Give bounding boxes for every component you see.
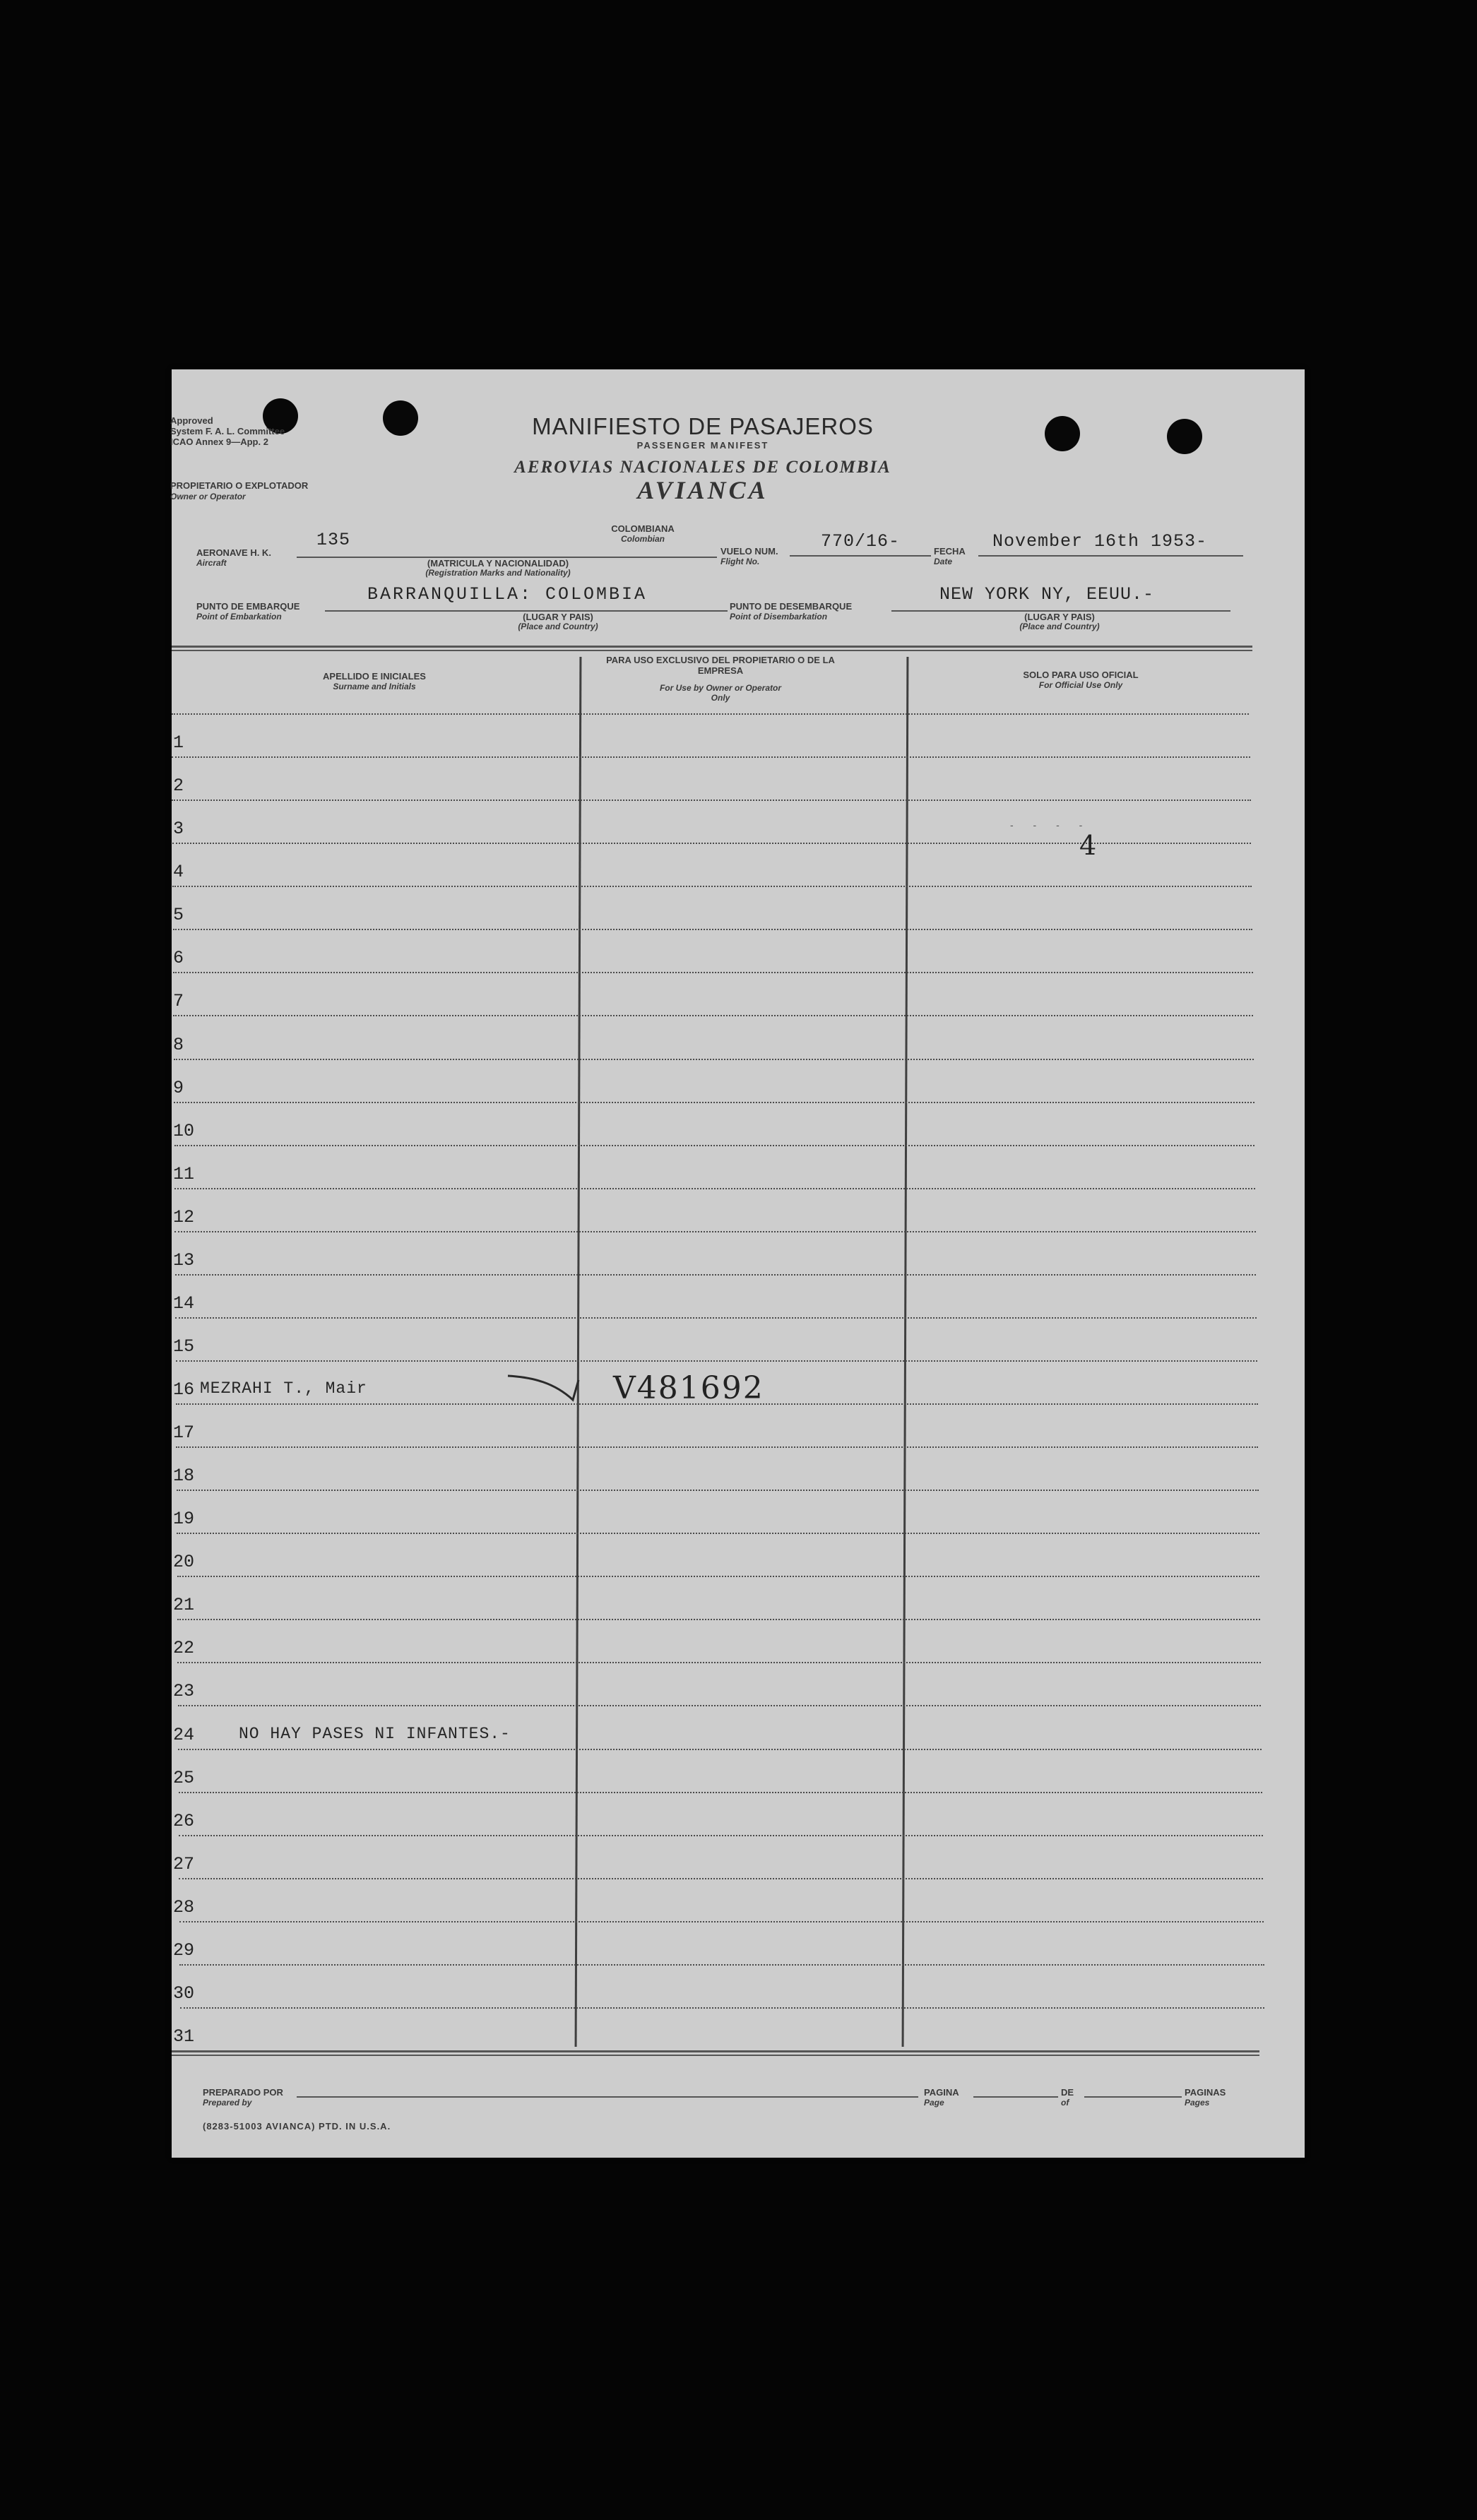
row-rule bbox=[174, 1145, 1255, 1146]
row-rule bbox=[180, 2007, 1265, 2009]
row-number: 29 bbox=[173, 1939, 195, 1961]
embarkation-label: PUNTO DE EMBARQUE bbox=[196, 601, 300, 612]
row-rule bbox=[172, 800, 1250, 801]
row-rule bbox=[177, 1533, 1259, 1534]
date-underline bbox=[978, 555, 1243, 557]
owner-label-en: Owner or Operator bbox=[170, 492, 246, 501]
page-line bbox=[973, 2096, 1058, 2098]
owner-value-row-16: V481692 bbox=[613, 1370, 764, 1406]
embarkation-sub-label: (LUGAR Y PAIS) bbox=[523, 612, 593, 622]
row-number: 27 bbox=[173, 1853, 195, 1874]
flight-label: VUELO NUM. bbox=[720, 546, 778, 557]
flight-underline bbox=[790, 555, 931, 557]
disembarkation-sub-label-en: (Place and Country) bbox=[1019, 622, 1100, 631]
row-number: 1 bbox=[173, 732, 184, 754]
approval-line-1: Approved bbox=[170, 415, 213, 426]
row-rule bbox=[177, 1619, 1260, 1620]
row-number: 20 bbox=[173, 1552, 195, 1573]
disembarkation-label: PUNTO DE DESEMBARQUE bbox=[730, 601, 853, 612]
disembarkation-value: NEW YORK NY, EEUU.- bbox=[939, 584, 1155, 605]
row-rule bbox=[177, 1662, 1260, 1663]
punch-hole bbox=[1045, 416, 1080, 451]
disembarkation-label-en: Point of Disembarkation bbox=[730, 612, 828, 622]
row-number: 7 bbox=[173, 991, 184, 1012]
row-number: 14 bbox=[173, 1292, 195, 1314]
form-subtitle: PASSENGER MANIFEST bbox=[636, 440, 769, 451]
row-number: 5 bbox=[173, 905, 184, 926]
row-number: 15 bbox=[173, 1336, 195, 1357]
row-number: 18 bbox=[173, 1466, 195, 1487]
passenger-name: MEZRAHI T., Mair bbox=[200, 1379, 367, 1398]
row-number: 21 bbox=[173, 1595, 195, 1616]
page-label-en: Page bbox=[924, 2098, 944, 2108]
row-number: 8 bbox=[173, 1034, 184, 1055]
flight-value: 770/16- bbox=[821, 531, 901, 552]
row-number: 23 bbox=[173, 1681, 195, 1702]
row-rule bbox=[179, 1792, 1262, 1793]
table-bottom-rule bbox=[172, 2055, 1259, 2056]
manifest-form bbox=[172, 369, 1305, 2158]
row-rule bbox=[179, 1835, 1263, 1836]
row-rule bbox=[173, 972, 1253, 973]
row-number: 9 bbox=[173, 1077, 184, 1098]
flight-label-en: Flight No. bbox=[720, 557, 760, 566]
table-top-rule bbox=[172, 646, 1252, 648]
aircraft-sub-label-en: (Registration Marks and Nationality) bbox=[425, 568, 571, 578]
airline-name: AEROVIAS NACIONALES DE COLOMBIA bbox=[514, 458, 891, 477]
passenger-name: NO HAY PASES NI INFANTES.- bbox=[239, 1724, 511, 1743]
row-rule bbox=[172, 756, 1250, 758]
aircraft-value: 135 bbox=[316, 530, 351, 550]
of-label: DE bbox=[1061, 2087, 1074, 2098]
column-header-official-en: For Official Use Only bbox=[1038, 680, 1123, 690]
nationality-label: COLOMBIANA bbox=[611, 523, 675, 534]
embarkation-label-en: Point of Embarkation bbox=[196, 612, 282, 622]
row-rule bbox=[179, 1921, 1264, 1922]
row-number: 11 bbox=[173, 1163, 195, 1184]
page-label: PAGINA bbox=[924, 2087, 959, 2098]
row-rule bbox=[174, 1188, 1255, 1189]
row-number: 31 bbox=[173, 2026, 195, 2047]
row-number: 3 bbox=[173, 819, 184, 840]
row-number: 19 bbox=[173, 1509, 195, 1530]
row-rule bbox=[174, 1231, 1255, 1232]
official-faint-marks: - - - - bbox=[1010, 819, 1091, 831]
row-number: 2 bbox=[173, 775, 184, 797]
pages-label: PAGINAS bbox=[1185, 2087, 1226, 2098]
row-rule bbox=[176, 1360, 1257, 1362]
row-number: 25 bbox=[173, 1767, 195, 1788]
row-number: 28 bbox=[173, 1896, 195, 1918]
prepared-by-line bbox=[297, 2096, 918, 2098]
row-number: 22 bbox=[173, 1638, 195, 1659]
row-rule bbox=[176, 1446, 1258, 1448]
row-rule bbox=[173, 1015, 1253, 1016]
row-number: 26 bbox=[173, 1810, 195, 1831]
airline-brand: AVIANCA bbox=[637, 476, 769, 504]
row-rule bbox=[179, 1964, 1264, 1966]
column-header-name-en: Surname and Initials bbox=[333, 682, 416, 691]
embarkation-sub-label-en: (Place and Country) bbox=[518, 622, 598, 631]
approval-line-3: ICAO Annex 9—App. 2 bbox=[170, 436, 268, 447]
column-header-owner-en: For Use by Owner or Operator Only bbox=[659, 683, 782, 703]
row-number: 12 bbox=[173, 1206, 195, 1228]
date-label: FECHA bbox=[934, 546, 966, 557]
aircraft-label: AERONAVE H. K. bbox=[196, 547, 271, 558]
embarkation-value: BARRANQUILLA: COLOMBIA bbox=[367, 584, 648, 605]
form-title: MANIFIESTO DE PASAJEROS bbox=[532, 413, 874, 439]
row-rule bbox=[177, 1576, 1260, 1577]
table-top-rule bbox=[172, 650, 1252, 651]
print-code: (8283-51003 AVIANCA) PTD. IN U.S.A. bbox=[203, 2121, 391, 2132]
official-value-row-4: 4 bbox=[1079, 830, 1097, 861]
row-number: 6 bbox=[173, 948, 184, 969]
row-rule bbox=[177, 1490, 1259, 1491]
row-rule bbox=[174, 1059, 1254, 1060]
disembarkation-sub-label: (LUGAR Y PAIS) bbox=[1024, 612, 1095, 622]
approval-line-2: System F. A. L. Committee bbox=[170, 426, 285, 436]
column-header-official: SOLO PARA USO OFICIAL bbox=[1023, 670, 1139, 680]
aircraft-sub-label: (MATRICULA Y NACIONALIDAD) bbox=[427, 558, 569, 569]
pages-line bbox=[1084, 2096, 1182, 2098]
row-rule bbox=[178, 1749, 1262, 1750]
column-header-owner: PARA USO EXCLUSIVO DEL PROPIETARIO O DE LA EMPRESA bbox=[606, 655, 835, 676]
date-value: November 16th 1953- bbox=[992, 531, 1208, 552]
aircraft-label-en: Aircraft bbox=[196, 558, 227, 568]
row-number: 16 bbox=[173, 1379, 195, 1401]
nationality-label-en: Colombian bbox=[621, 534, 665, 544]
row-rule bbox=[175, 1274, 1257, 1276]
row-rule bbox=[179, 1878, 1263, 1879]
row-number: 4 bbox=[173, 862, 184, 883]
table-bottom-rule bbox=[172, 2050, 1259, 2052]
punch-hole bbox=[383, 400, 418, 436]
row-rule bbox=[175, 1317, 1257, 1319]
handwritten-check-mark bbox=[505, 1370, 583, 1405]
prepared-by-label-en: Prepared by bbox=[203, 2098, 252, 2108]
of-label-en: of bbox=[1061, 2098, 1069, 2108]
row-rule bbox=[178, 1705, 1262, 1706]
row-number: 10 bbox=[173, 1120, 195, 1141]
row-rule bbox=[174, 1102, 1254, 1103]
owner-label: PROPIETARIO O EXPLOTADOR bbox=[170, 480, 309, 491]
row-number: 24 bbox=[173, 1724, 195, 1745]
row-rule bbox=[172, 886, 1252, 887]
pages-label-en: Pages bbox=[1185, 2098, 1210, 2108]
column-header-name: APELLIDO E INICIALES bbox=[323, 671, 426, 682]
row-number: 30 bbox=[173, 1983, 195, 2004]
header-rule bbox=[172, 713, 1249, 715]
row-number: 13 bbox=[173, 1249, 195, 1271]
row-rule bbox=[173, 929, 1252, 930]
date-label-en: Date bbox=[934, 557, 953, 566]
prepared-by-label: PREPARADO POR bbox=[203, 2087, 283, 2098]
punch-hole bbox=[1167, 419, 1202, 454]
row-number: 17 bbox=[173, 1422, 195, 1444]
